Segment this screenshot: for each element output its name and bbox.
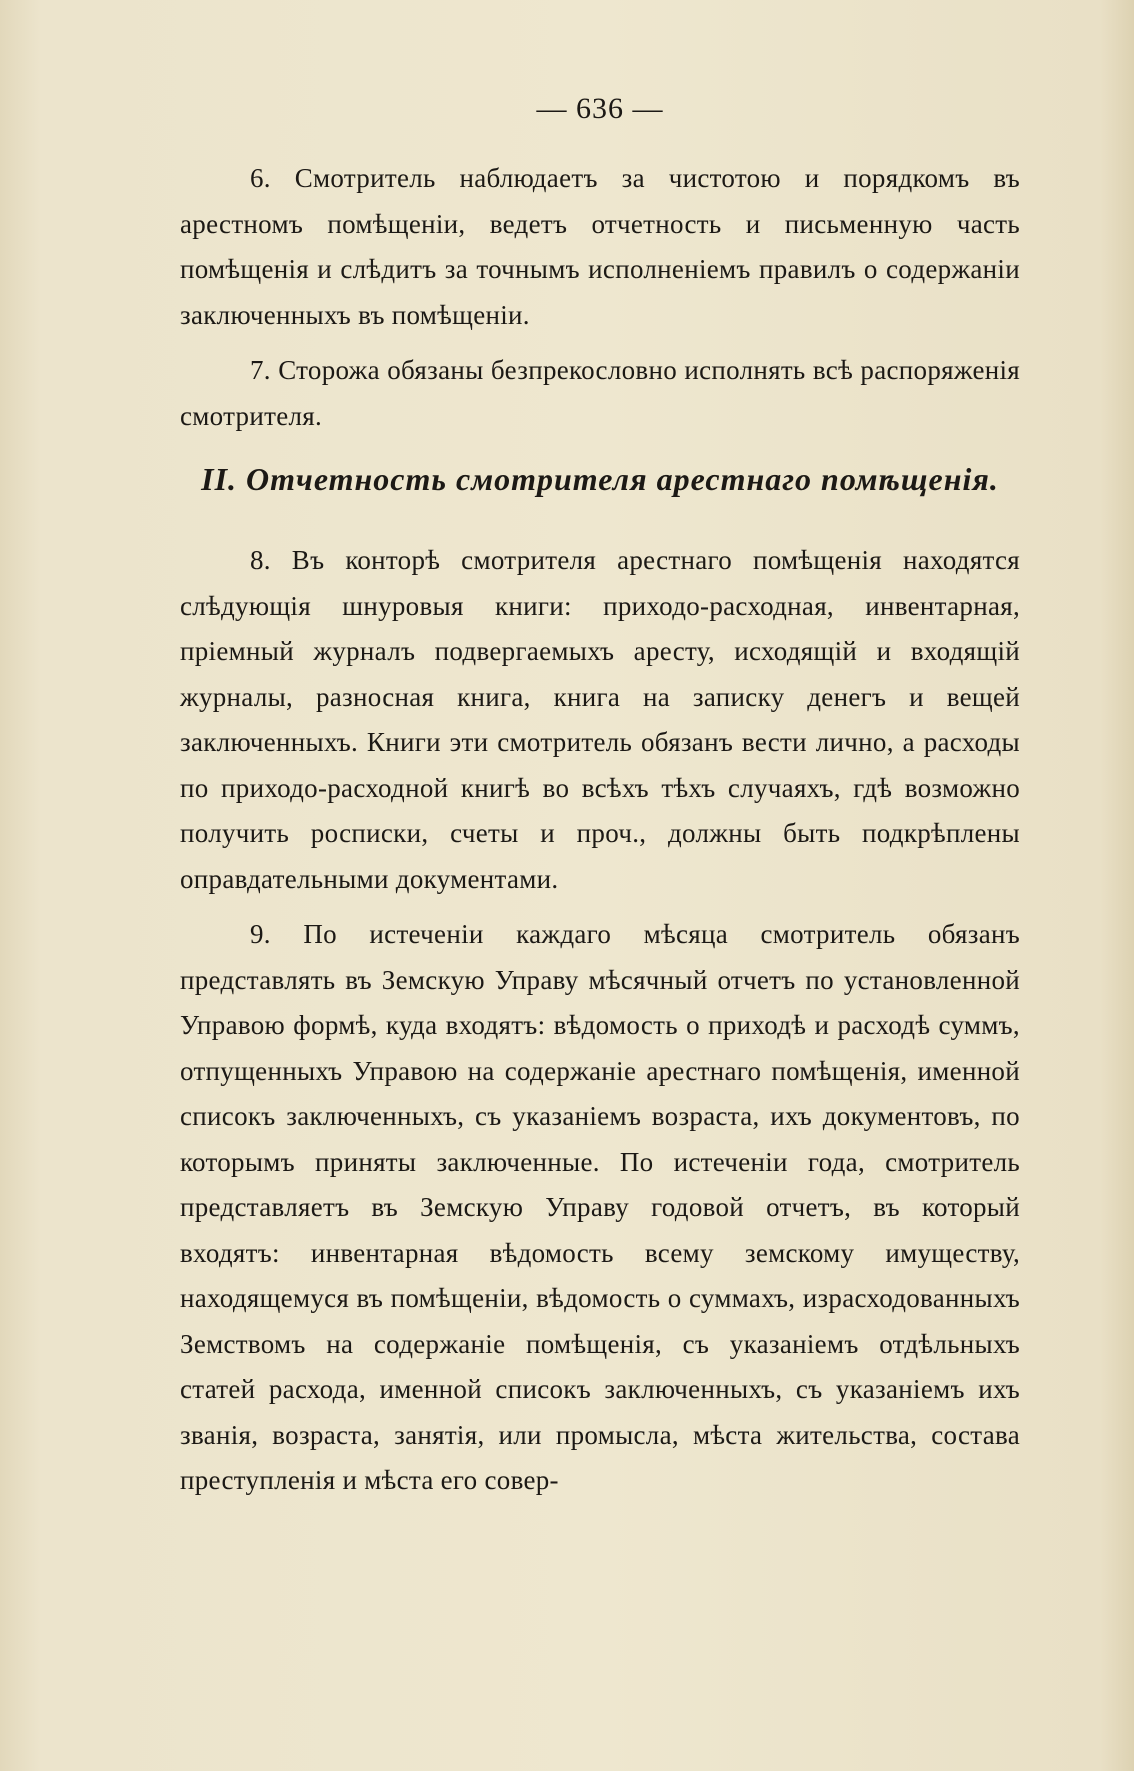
- section-title: II. Отчетность смотрителя арестнаго помѣщенія.: [201, 461, 999, 497]
- paragraph-8: 8. Въ конторѣ смотрителя арестнаго помѣщенія находятся слѣдующія шнуровыя книги: приходо-расходная, инвентарная, пріемный журналъ подвергаемыхъ аресту, исходящій и входящій журналы, разносная книга, книга на записку денегъ и вещей заключенныхъ. Книги эти смотритель обязанъ вести лично, а расходы по приходо-расходной книгѣ во всѣхъ тѣхъ случаяхъ, гдѣ возможно получить росписки, счеты и проч., должны быть подкрѣплены оправдательными документами.: [180, 545, 1020, 894]
- paragraph-9: 9. По истеченіи каждаго мѣсяца смотритель обязанъ представлять въ Земскую Управу мѣсячный отчетъ по установленной Управою формѣ, куда входятъ: вѣдомость о приходѣ и расходѣ суммъ, отпущенныхъ Управою на содержаніе арестнаго помѣщенія, именной списокъ заключенныхъ, съ указаніемъ возраста, ихъ документовъ, по которымъ приняты заключенные. По истеченіи года, смотритель представляетъ въ Земскую Управу годовой отчетъ, въ который входятъ: инвентарная вѣдомость всему земскому имуществу, находящемуся въ помѣщеніи, вѣдомость о суммахъ, израсходованныхъ Земствомъ на содержаніе помѣщенія, съ указаніемъ отдѣльныхъ статей расхода, именной списокъ заключенныхъ, съ указаніемъ ихъ званія, возраста, занятія, или промысла, мѣста жительства, состава преступленія и мѣста его совер-: [180, 919, 1020, 1495]
- paragraph-7: 7. Сторожа обязаны безпрекословно исполнять всѣ распоряженія смотрителя.: [180, 355, 1020, 431]
- page-content: [180, 92, 1020, 1514]
- page-number: — 636 —: [536, 92, 664, 125]
- paragraph-6: 6. Смотритель наблюдаетъ за чистотою и порядкомъ въ арестномъ помѣщеніи, ведетъ отчетность и письменную часть помѣщенія и слѣдитъ за точнымъ исполненіемъ правилъ о содержаніи заключенныхъ въ помѣщеніи.: [180, 163, 1020, 330]
